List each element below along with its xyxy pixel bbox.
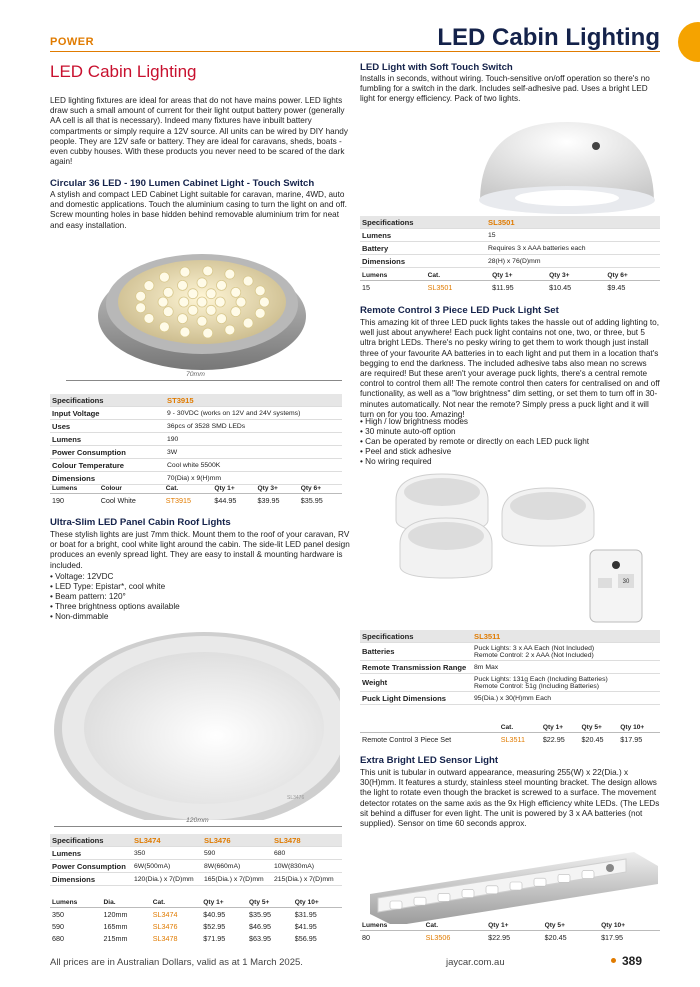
bullet-item: • Beam pattern: 120° xyxy=(50,592,350,602)
led-dot xyxy=(243,276,253,286)
price-cell: $63.95 xyxy=(249,933,271,943)
spec-header-row xyxy=(50,834,342,847)
price-row xyxy=(50,908,342,921)
spec-row xyxy=(50,407,342,420)
led-dot xyxy=(255,286,265,296)
led-dot xyxy=(217,280,227,290)
remote-puck-set-image xyxy=(392,470,662,628)
softtouch-light-image xyxy=(474,114,660,216)
spec-value xyxy=(472,692,660,705)
price-header: Qty 3+ xyxy=(256,483,299,494)
price-header: Qty 5+ xyxy=(247,897,293,908)
price-row xyxy=(360,281,660,294)
price-cell: $10.45 xyxy=(549,282,572,292)
price-header-row xyxy=(50,897,342,908)
price-cell: $56.95 xyxy=(294,933,317,943)
price-cell: ST3915 xyxy=(165,495,191,505)
spec-key: Power Consumption xyxy=(50,446,165,459)
softtouch-title: LED Light with Soft Touch Switch xyxy=(360,62,513,73)
spec-value-line: 95(Dia.) x 30(H)mm Each xyxy=(474,694,552,702)
sensor-led xyxy=(486,886,498,894)
spec-value: 28(H) x 76(D)mm xyxy=(486,255,660,268)
price-cell: 80 xyxy=(362,932,370,942)
bullet-item: • 30 minute auto-off option xyxy=(360,427,660,437)
price-row xyxy=(50,494,342,507)
spec-row xyxy=(50,420,342,433)
led-dot xyxy=(215,297,225,307)
spec-row xyxy=(360,255,660,268)
section-label: POWER xyxy=(50,36,95,48)
spec-row xyxy=(360,643,660,661)
led-dot xyxy=(243,318,253,328)
led-dot xyxy=(163,287,173,297)
spec-cat: SL3511 xyxy=(472,630,660,643)
led-dot xyxy=(144,281,154,291)
spec-value-line: 8m Max xyxy=(474,663,499,671)
remote-spec-table xyxy=(360,630,660,705)
price-cell: 190 xyxy=(52,495,64,505)
led-dot xyxy=(197,316,207,326)
price-cell: $35.95 xyxy=(249,909,271,919)
ultraslim-spec-table xyxy=(50,834,342,886)
ultraslim-panel-image xyxy=(54,630,340,820)
spec-key: Battery xyxy=(360,242,486,255)
led-dot xyxy=(203,266,213,276)
spec-value-line: Remote Control: 51g (Including Batteries) xyxy=(474,682,600,690)
page-title: LED Cabin Lighting xyxy=(437,24,660,51)
price-cell: $9.45 xyxy=(607,282,626,292)
spec-value: 350 xyxy=(132,847,202,860)
price-cell: $39.95 xyxy=(257,495,280,505)
price-cell: 590 xyxy=(52,921,64,931)
intro-paragraph: LED lighting fixtures are ideal for areas that do not have mains power. LED lights draw such a small amount of current for their light output battery power (generally AA cell is all that is necessary). Indeed many fixtures have inbuilt battery compartments or simply require a 12V source. All units can be wired by DIY handy people. They are 12V safe or battery. They are ideal for caravans, sheds, boats - even cubby houses. With these products you never need to be scared of the dark again! xyxy=(50,96,348,167)
bullet-item: • No wiring required xyxy=(360,457,660,467)
page-number: 389 xyxy=(622,954,643,968)
price-header: Qty 10+ xyxy=(293,897,342,908)
circular-light-image xyxy=(94,232,310,382)
circular-dimension-line xyxy=(66,380,342,381)
price-header: Qty 1+ xyxy=(541,722,580,733)
price-header: Lumens xyxy=(360,270,426,281)
spec-value: 15 xyxy=(486,229,660,242)
sensor-light-image xyxy=(364,844,660,924)
spec-cat: SL3501 xyxy=(486,216,660,229)
led-dot xyxy=(197,278,207,288)
price-header xyxy=(360,722,499,733)
price-header: Cat. xyxy=(426,270,491,281)
ultraslim-desc: These stylish lights are just 7mm thick. Mount them to the roof of your caravan, RV or boat for a bright, cool white light around the cabin. The side-lit LED panel design produces an evenly spread light. They are easy to install & mounting hardware is included. xyxy=(50,530,350,570)
footer-price-note: All prices are in Australian Dollars, valid as at 1 March 2025. xyxy=(50,957,303,968)
sensor-price-table xyxy=(360,920,660,943)
remote-price-table xyxy=(360,722,660,745)
price-header: Qty 10+ xyxy=(599,920,660,931)
spec-value: Requires 3 x AAA batteries each xyxy=(486,242,660,255)
led-dot xyxy=(158,297,168,307)
spec-header: Specifications xyxy=(50,394,165,407)
spec-key: Dimensions xyxy=(360,255,486,268)
price-header: Qty 5+ xyxy=(580,722,619,733)
price-cell: $46.95 xyxy=(249,921,271,931)
price-header: Cat. xyxy=(424,920,487,931)
remote-title: Remote Control 3 Piece LED Puck Light Set xyxy=(360,305,559,316)
spec-value: 3W xyxy=(165,446,342,459)
remote-bullets xyxy=(360,417,660,467)
bullet-item: • High / low brightness modes xyxy=(360,417,660,427)
spec-value: Cool white 5500K xyxy=(165,459,342,472)
price-cell: $20.45 xyxy=(544,932,567,942)
sensor-desc: This unit is tubular in outward appearance, measuring 255(W) x 22(Dia.) x 30(H)mm. It features a sturdy, stainless steel mounting bracket. The design allows the light to rotate even though the bracket is screwed to a surface. The movement detector rotates on the same axis as the 9x High efficiency white LEDs. (The LEDs sit behind a diffuser for even light. The unit is powered by 3 x AA batteries (not supplied). Sensor on time 60 seconds approx. xyxy=(360,768,660,829)
led-dot xyxy=(206,305,216,315)
sensor-led xyxy=(510,882,522,890)
spec-key: Lumens xyxy=(50,433,165,446)
spec-header: Specifications xyxy=(50,834,132,847)
price-header: Qty 1+ xyxy=(490,270,547,281)
sensor-led xyxy=(558,874,570,882)
led-dot xyxy=(206,289,216,299)
spec-key: Puck Light Dimensions xyxy=(360,692,472,705)
spec-key: Uses xyxy=(50,420,165,433)
spec-header: Specifications xyxy=(360,216,486,229)
led-dot xyxy=(178,314,188,324)
sensor-led xyxy=(414,897,426,905)
spec-row xyxy=(50,873,342,886)
bullet-item: • Can be operated by remote or directly on each LED puck light xyxy=(360,437,660,447)
price-header-row xyxy=(360,722,660,733)
price-header: Cat. xyxy=(164,483,213,494)
price-cell: SL3478 xyxy=(152,933,178,943)
spec-row xyxy=(360,692,660,705)
spec-value: 8W(660mA) xyxy=(202,860,272,873)
spec-key: Batteries xyxy=(360,643,472,661)
led-dot xyxy=(231,307,241,317)
spec-header: Specifications xyxy=(360,630,472,643)
price-header: Lumens xyxy=(50,483,99,494)
led-dot xyxy=(180,327,190,337)
spec-value-line: Puck Lights: 3 x AA Each (Not Included) xyxy=(474,644,595,652)
spec-row xyxy=(50,860,342,873)
price-cell: $22.95 xyxy=(542,734,565,744)
price-header: Qty 1+ xyxy=(486,920,542,931)
led-dot xyxy=(159,272,169,282)
price-cell: 350 xyxy=(52,909,64,919)
spec-value: 165(Dia.) x 7(D)mm xyxy=(202,873,272,886)
spec-row xyxy=(360,661,660,674)
price-header: Qty 3+ xyxy=(547,270,605,281)
price-cell: Remote Control 3 Piece Set xyxy=(362,734,452,744)
circular-light-desc: A stylish and compact LED Cabinet Light suitable for caravan, marine, 4WD, auto and domestic applications. Touch the aluminium casing to turn the light on and off. Screw mounting holes in base hidden behind removable aluminium trim for neat and easy installation. xyxy=(50,190,347,230)
circular-spec-table xyxy=(50,394,342,485)
price-header: Cat. xyxy=(151,897,202,908)
led-dot xyxy=(136,291,146,301)
led-dot xyxy=(188,289,198,299)
spec-row xyxy=(50,433,342,446)
price-cell: $31.95 xyxy=(294,909,317,919)
spec-row xyxy=(50,446,342,459)
led-dot xyxy=(179,297,189,307)
spec-row xyxy=(360,242,660,255)
sensor-led xyxy=(534,878,546,886)
led-dot xyxy=(159,322,169,332)
spec-value: 590 xyxy=(202,847,272,860)
spec-key: Power Consumption xyxy=(50,860,132,873)
spec-cat: SL3474 xyxy=(132,834,202,847)
spec-key: Colour Temperature xyxy=(50,459,165,472)
spec-value: 120(Dia.) x 7(D)mm xyxy=(132,873,202,886)
softtouch-desc: Installs in seconds, without wiring. Touch-sensitive on/off operation so there's no fumbling for a switch in the dark. Includes self-adhesive pad. Uses a bright LED light for energy efficiency. Pack of two lights. xyxy=(360,74,650,104)
led-dot xyxy=(178,280,188,290)
led-dot xyxy=(136,303,146,313)
circular-light-title: Circular 36 LED - 190 Lumen Cabinet Light - Touch Switch xyxy=(50,178,315,189)
led-dot xyxy=(236,297,246,307)
circular-dimension: 70mm xyxy=(186,371,205,378)
price-header: Qty 1+ xyxy=(201,897,247,908)
price-cell: $71.95 xyxy=(203,933,226,943)
remote-desc: This amazing kit of three LED puck lights takes the hassle out of adding lighting to, well just about anywhere! Each puck light contains not one, two, or three, but 5 ultra bright LEDs. There's no pesky wiring to get them to work though just install three of your favourite AA batteries in to each light and put them in a location that's begging to end the darkness. The included adhesive tabs also mean no screws are required! But these aren't your average puck lights, there's a central remote control to control them all! The remote control then caters for centralised on and off functionality, as well as a "low brightness" dim setting, or set them to turn off in 30-minutes automatically. Not near the remote? Simply press a puck light and it will turn on for you too. Amazing! xyxy=(360,318,660,419)
price-header: Qty 1+ xyxy=(212,483,255,494)
spec-value: 6W(500mA) xyxy=(132,860,202,873)
price-row xyxy=(50,932,342,944)
bullet-item: • Voltage: 12VDC xyxy=(50,572,350,582)
bullet-item: • Peel and stick adhesive xyxy=(360,447,660,457)
price-header-row xyxy=(360,270,660,281)
price-cell: SL3506 xyxy=(425,932,451,942)
price-row xyxy=(50,920,342,932)
softtouch-price-table xyxy=(360,270,660,293)
price-cell: Cool White xyxy=(100,495,136,505)
price-header: Cat. xyxy=(499,722,541,733)
sensor-led xyxy=(438,893,450,901)
spec-key: Dimensions xyxy=(50,472,165,485)
remote-button-label: 30 xyxy=(622,579,630,585)
spec-cat: SL3476 xyxy=(202,834,272,847)
spec-value xyxy=(472,661,660,674)
price-cell: $41.95 xyxy=(294,921,317,931)
price-cell: $17.95 xyxy=(620,734,643,744)
price-header: Qty 10+ xyxy=(618,722,660,733)
ultraslim-bullets xyxy=(50,572,350,622)
spec-value: 70(Dia) x 9(H)mm xyxy=(165,472,342,485)
led-dot xyxy=(163,307,173,317)
spec-value-line: Remote Control: 2 x AAA (Not Included) xyxy=(474,651,594,659)
led-dot xyxy=(217,314,227,324)
price-header: Qty 6+ xyxy=(299,483,342,494)
spec-value: 190 xyxy=(165,433,342,446)
ultraslim-dimension: 120mm xyxy=(186,817,209,824)
ultraslim-image-label: SL3476 xyxy=(287,795,305,801)
price-header: Lumens xyxy=(50,897,102,908)
led-dot xyxy=(144,313,154,323)
spec-value: 9 - 30VDC (works on 12V and 24V systems) xyxy=(165,407,342,420)
footer-dot xyxy=(611,958,616,963)
price-row xyxy=(360,733,660,746)
spec-value-line: Puck Lights: 131g Each (Including Batteries) xyxy=(474,675,608,683)
led-dot xyxy=(225,325,235,335)
spec-key: Remote Transmission Range xyxy=(360,661,472,674)
softtouch-spec-table xyxy=(360,216,660,268)
spec-value xyxy=(472,674,660,692)
footer-url[interactable]: jaycar.com.au xyxy=(446,957,505,968)
bullet-item: • LED Type: Epistar*, cool white xyxy=(50,582,350,592)
spec-key: Weight xyxy=(360,674,472,692)
price-cell: $52.95 xyxy=(203,921,226,931)
led-dot xyxy=(225,269,235,279)
price-cell: $44.95 xyxy=(214,495,237,505)
bullet-item: • Non-dimmable xyxy=(50,612,350,622)
price-cell: $20.45 xyxy=(581,734,604,744)
spec-key: Input Voltage xyxy=(50,407,165,420)
led-dot xyxy=(259,297,269,307)
spec-cat: ST3915 xyxy=(165,394,342,407)
price-cell: 215mm xyxy=(103,933,128,943)
price-cell: $17.95 xyxy=(601,932,624,942)
spec-row xyxy=(50,847,342,860)
led-dot xyxy=(203,328,213,338)
page-tab-decoration xyxy=(678,22,700,62)
price-header-row xyxy=(50,483,342,494)
spec-row xyxy=(360,229,660,242)
spec-value: 36pcs of 3528 SMD LEDs xyxy=(165,420,342,433)
sensor-led xyxy=(390,901,402,909)
price-cell: SL3476 xyxy=(152,921,178,931)
led-dot xyxy=(188,305,198,315)
price-header: Lumens xyxy=(360,920,424,931)
spec-key: Lumens xyxy=(50,847,132,860)
price-header: Qty 6+ xyxy=(605,270,660,281)
price-cell: 120mm xyxy=(103,909,128,919)
circular-price-table xyxy=(50,483,342,506)
sensor-title: Extra Bright LED Sensor Light xyxy=(360,755,499,766)
led-dot xyxy=(231,287,241,297)
spec-value: 215(Dia.) x 7(D)mm xyxy=(272,873,342,886)
price-cell: SL3501 xyxy=(427,282,453,292)
section-title: LED Cabin Lighting xyxy=(50,62,197,81)
led-dot xyxy=(197,297,207,307)
price-cell: $22.95 xyxy=(488,932,511,942)
spec-cat: SL3478 xyxy=(272,834,342,847)
price-cell: $40.95 xyxy=(203,909,226,919)
price-header: Colour xyxy=(99,483,164,494)
price-cell: 165mm xyxy=(103,921,128,931)
spec-row xyxy=(360,674,660,692)
led-dot xyxy=(180,267,190,277)
spec-key: Lumens xyxy=(360,229,486,242)
price-row xyxy=(360,931,660,944)
spec-value xyxy=(472,643,660,661)
price-cell: SL3474 xyxy=(152,909,178,919)
spec-row xyxy=(50,459,342,472)
spec-value: 10W(830mA) xyxy=(272,860,342,873)
led-dot xyxy=(255,308,265,318)
ultraslim-title: Ultra-Slim LED Panel Cabin Roof Lights xyxy=(50,517,231,528)
price-cell: $35.95 xyxy=(300,495,323,505)
spec-value: 680 xyxy=(272,847,342,860)
price-cell: SL3511 xyxy=(500,734,525,744)
price-header: Dia. xyxy=(102,897,151,908)
spec-key: Dimensions xyxy=(50,873,132,886)
ultraslim-dimension-line xyxy=(54,826,342,827)
ultraslim-price-table xyxy=(50,897,342,944)
price-cell: $11.95 xyxy=(492,282,514,292)
price-cell: 680 xyxy=(52,933,64,943)
price-header-row xyxy=(360,920,660,931)
price-cell: 15 xyxy=(362,282,370,292)
bullet-item: • Three brightness options available xyxy=(50,602,350,612)
price-header: Qty 5+ xyxy=(543,920,599,931)
sensor-led xyxy=(462,890,474,898)
sensor-led xyxy=(582,871,594,879)
